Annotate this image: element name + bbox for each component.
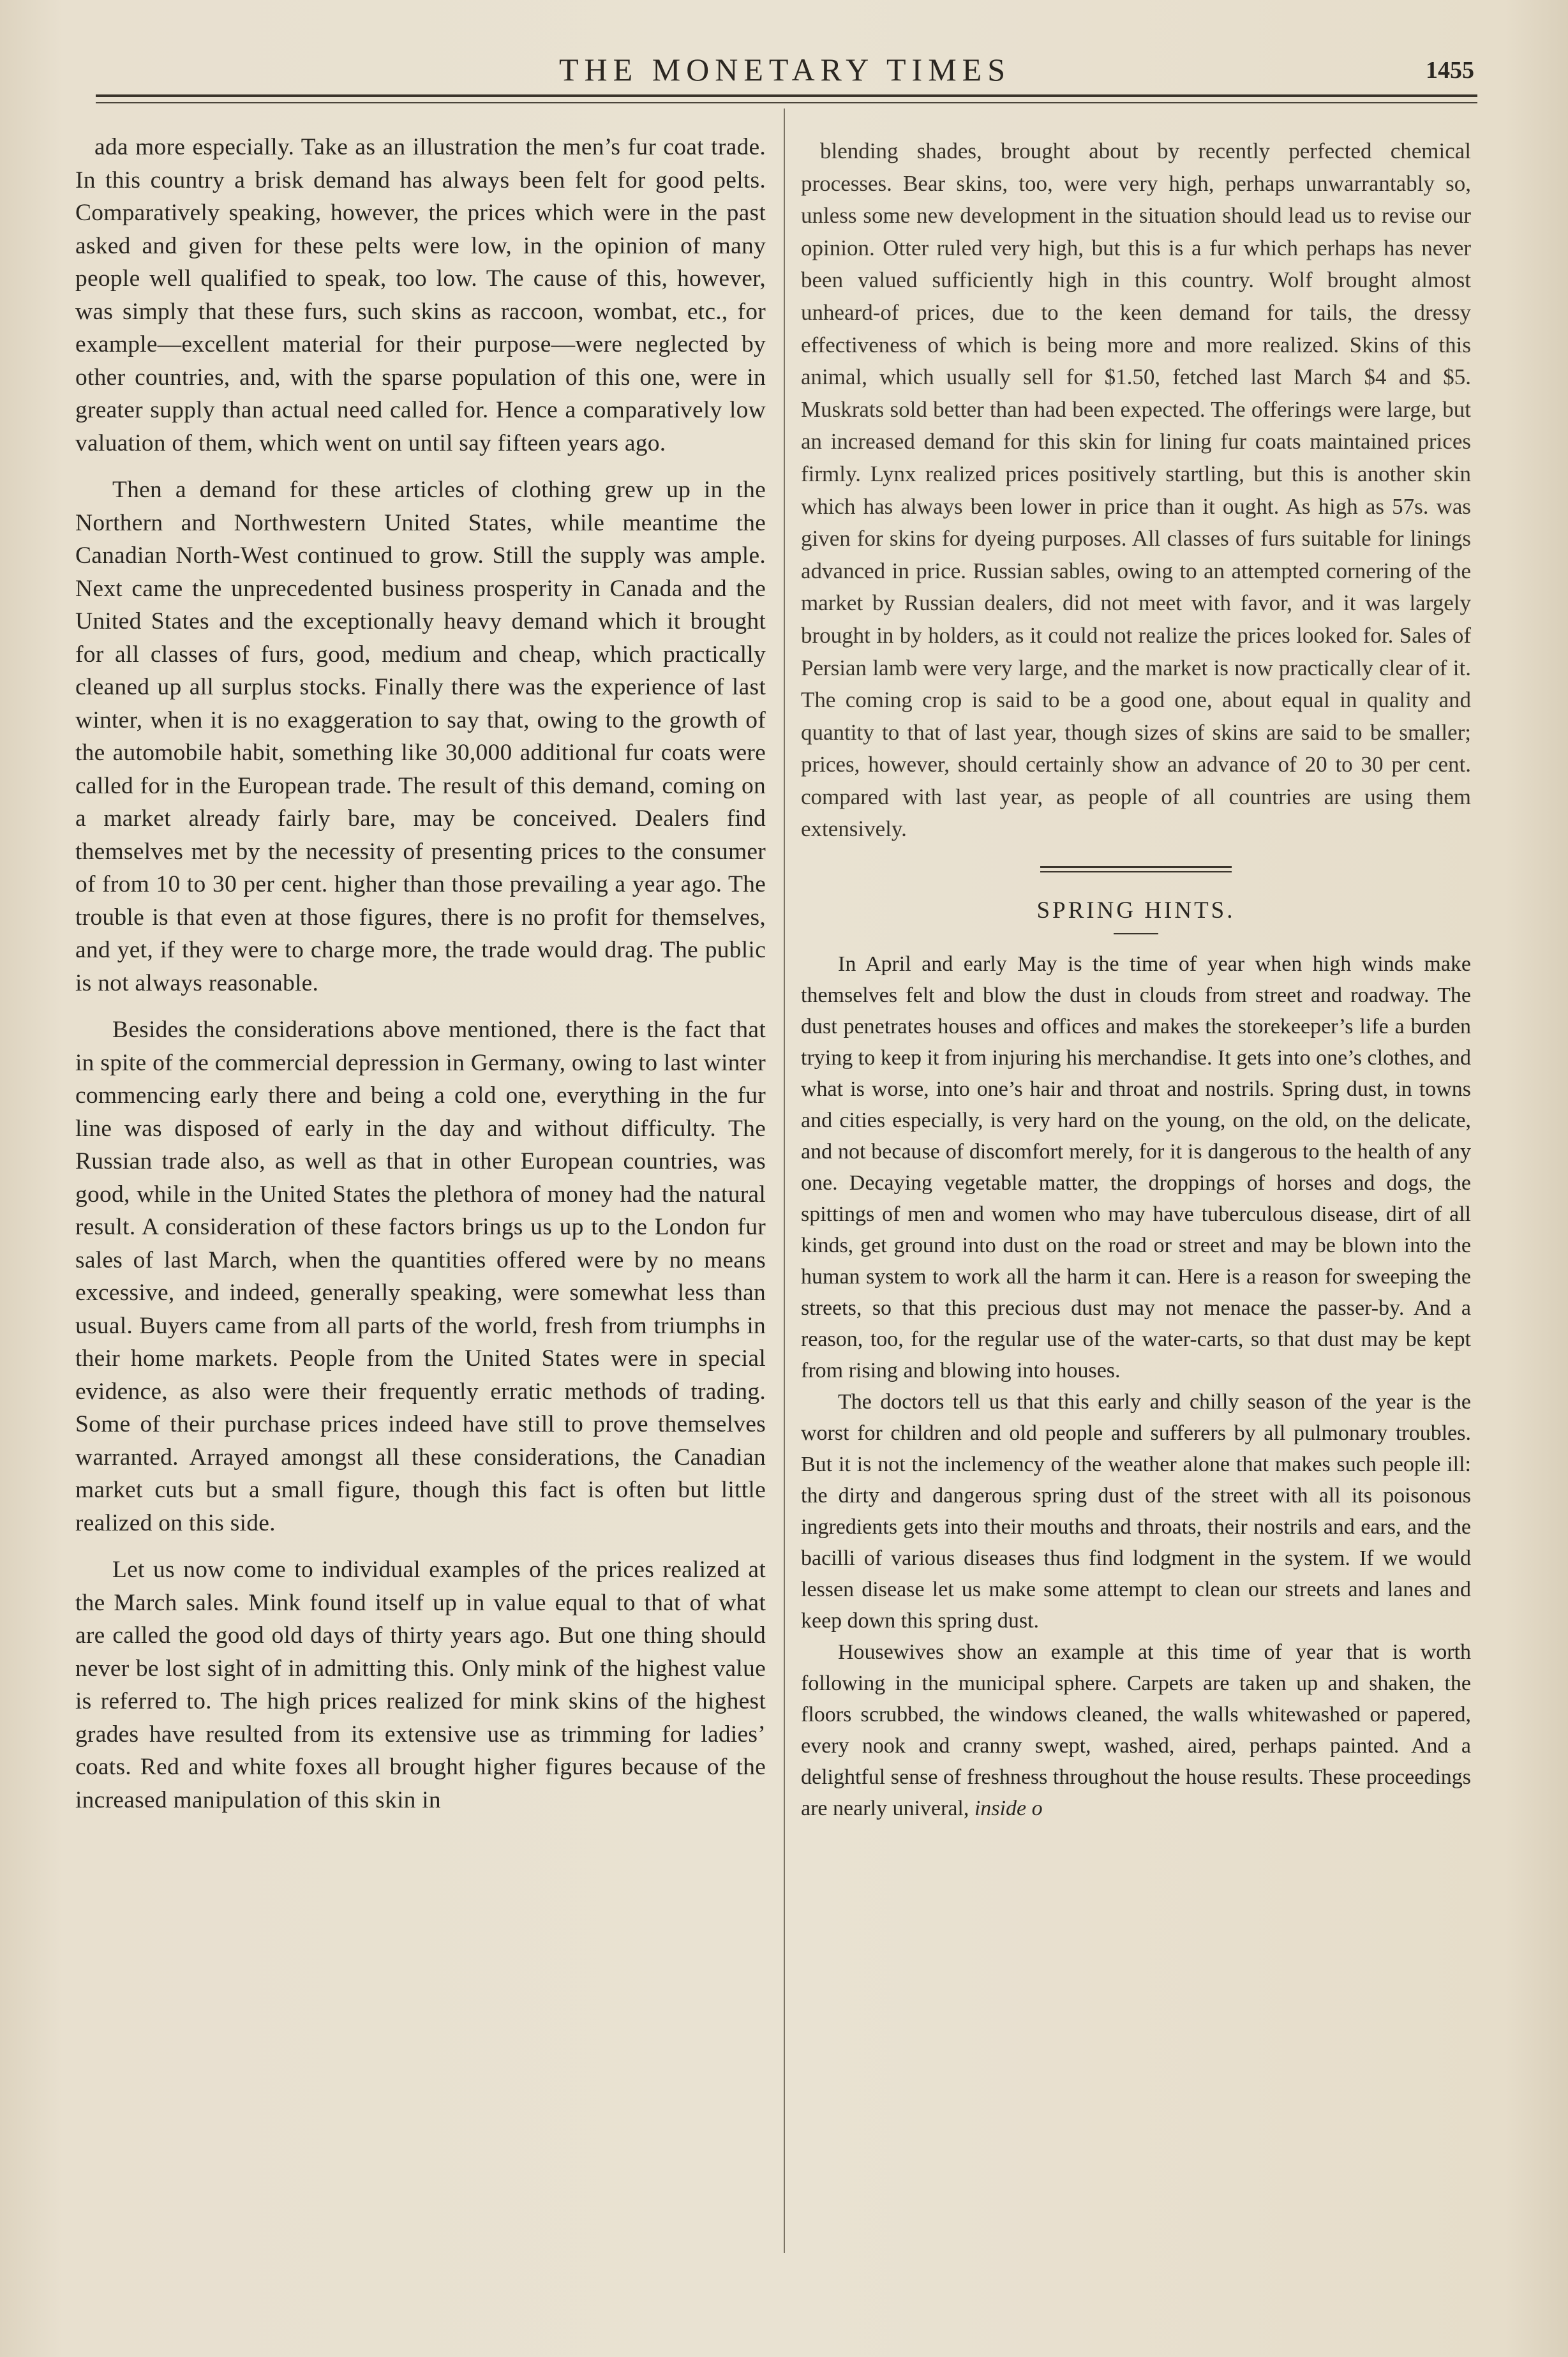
left-paragraph-1: ada more especially. Take as an illustration the men’s fur coat trade. In this country a brisk demand has always been felt for good pelts. Comparatively speaking, however, the prices which were in the past asked and given for these pelts were low, in the opinion of many people well qualified to speak, too low. The cause of this, however, was simply that these furs, such skins as raccoon, wombat, etc., for example—excellent material for their purpose—were neglected by other countries, and, with the sparse population of this one, were in greater supply than actual need called for. Hence a comparatively low valuation of them, which went on until say fifteen years ago. (75, 134, 766, 456)
left-column (75, 131, 766, 1816)
right-column (801, 135, 1471, 1824)
section-separator-rule (1040, 866, 1232, 874)
spring-hints-paragraph-2: The doctors tell us that this early and chilly season of the year is the worst for children and old people and sufferers by all pulmonary troubles. But it is not the inclemency of the weather alone that makes such people ill: the dirty and dangerous spring dust of the street with all its poisonous ingredients gets into their mouths and throats, their nostrils and ears, and the bacilli of various diseases thus find lodgment in the system. If we would lessen disease let us make some attempt to clean our streets and lanes and keep down this spring dust. (801, 1390, 1471, 1633)
paragraph-gap (75, 460, 766, 474)
section-title: SPRING HINTS. (1036, 897, 1236, 924)
left-paragraph-4: Let us now come to individual examples of the prices realized at the March sales. Mink found itself up in value equal to that of what are called the good old days of thirty years ago. But one thing should never be lost sight of in admitting this. Only mink of the highest value is referred to. The high prices realized for mink skins of the highest grades have resulted from its extensive use as trimming for ladies’ coats. Red and white foxes all brought higher figures because of the increased manipulation of this skin in (75, 1557, 766, 1813)
paragraph-gap (75, 1539, 766, 1553)
right-continuation-paragraph: blending shades, brought about by recently perfected chemical processes. Bear skins, too, were very high, perhaps unwarrantably so, unless some new development in the situation should lead us to revise our opinion. Otter ruled very high, but this is a fur which perhaps has never been valued sufficiently high in this country. Wolf brought almost unheard-of prices, due to the keen demand for tails, the dressy effectiveness of which is being more and more realized. Skins of this animal, which usually sell for $1.50, fetched last March $4 and $5. Muskrats sold better than had been expected. The offerings were large, but an increased demand for this skin for lining fur coats maintained prices firmly. Lynx realized prices positively startling, but this is another skin which has always been lower in price than it ought. As high as 57s. was given for skins for dyeing purposes. All classes of furs suitable for linings advanced in price. Russian sables, owing to an attempted cornering of the market by Russian dealers, did not meet with favor, and it was largely brought in by holders, as it could not realize the prices looked for. Sales of Persian lamb were very large, and the market is now practically clear of it. The coming crop is said to be a good one, about equal in quality and quantity to that of last year, though sizes of skins are said to be smaller; prices, however, should certainly show an advance of 20 to 30 per cent. compared with last year, as people of all countries are using them extensively. (801, 138, 1471, 842)
page-number: 1455 (1426, 57, 1474, 84)
column-divider (784, 108, 785, 2253)
header-rule-thick (96, 94, 1477, 97)
spring-hints-paragraph-3 (801, 1636, 1471, 1824)
title-underline-rule (1114, 933, 1158, 934)
spring-hints-paragraph-3-text: Housewives show an example at this time of year that is worth following in the municipal sphere. Carpets are taken up and shaken, the floors scrubbed, the windows cleaned, the walls whitewashed or papered, every nook and cranny swept, washed, aired, perhaps painted. And a delightful sense of freshness throughout the house results. These proceedings are nearly univeral, (801, 1640, 1471, 1821)
italic-continuation: inside o (974, 1797, 1043, 1821)
paragraph-gap (75, 999, 766, 1014)
left-paragraph-2: Then a demand for these articles of clothing grew up in the Northern and Northwestern United States, while meantime the Canadian North-West continued to grow. Still the supply was ample. Next came the unprecedented business prosperity in Canada and the United States and the exceptionally heavy demand which it brought for all classes of furs, good, medium and cheap, which practically cleaned up all surplus stocks. Finally there was the experience of last winter, when it is no exaggeration to say that, owing to the growth of the automobile habit, something like 30,000 additional fur coats were called for in the European trade. The result of this demand, coming on a market already fairly bare, may be conceived. Dealers find themselves met by the necessity of presenting prices to the consumer of from 10 to 30 per cent. higher than those prevailing a year ago. The trouble is that even at those figures, there is no profit for themselves, and yet, if they were to charge more, the trade would drag. The public is not always reasonable. (75, 477, 766, 996)
left-paragraph-3: Besides the considerations above mentioned, there is the fact that in spite of the commercial depression in Germany, owing to last winter commencing early there and being a cold one, everything in the fur line was disposed of early in the day and without difficulty. The Russian trade also, as well as that in other European countries, was good, while in the United States the plethora of money had the natural result. A consideration of these factors brings us up to the London fur sales of last March, when the quantities offered were by no means excessive, and indeed, generally speaking, were somewhat less than usual. Buyers came from all parts of the world, fresh from triumphs in their home markets. People from the United States were in special evidence, as also were their frequently erratic methods of trading. Some of their purchase prices indeed have still to prove themselves warranted. Arrayed amongst all these considerations, the Canadian market cuts but a small figure, though this fact is often but little realized on this side. (75, 1017, 766, 1536)
masthead-title: THE MONETARY TIMES (559, 52, 1011, 87)
spring-hints-paragraph-1: In April and early May is the time of year when high winds make themselves felt and blow the dust in clouds from street and roadway. The dust penetrates houses and offices and makes the storekeeper’s life a burden trying to keep it from injuring his merchandise. It gets into one’s clothes, and what is worse, into one’s hair and throat and nostrils. Spring dust, in towns and cities especially, is very hard on the young, on the old, on the delicate, and not because of discomfort merely, for it is dangerous to the health of any one. Decaying vegetable matter, the droppings of horses and dogs, the spittings of men and women who may have tuberculous disease, dirt of all kinds, get ground into dust on the road or street and may be blown into the human system to work all the harm it can. Here is a reason for sweeping the streets, so that this precious dust may not menace the passer-by. And a reason, too, for the regular use of the water-carts, so that dust may be kept from rising and blowing into houses. (801, 952, 1471, 1383)
header-rule-thin (96, 102, 1477, 103)
page-header (96, 45, 1474, 89)
